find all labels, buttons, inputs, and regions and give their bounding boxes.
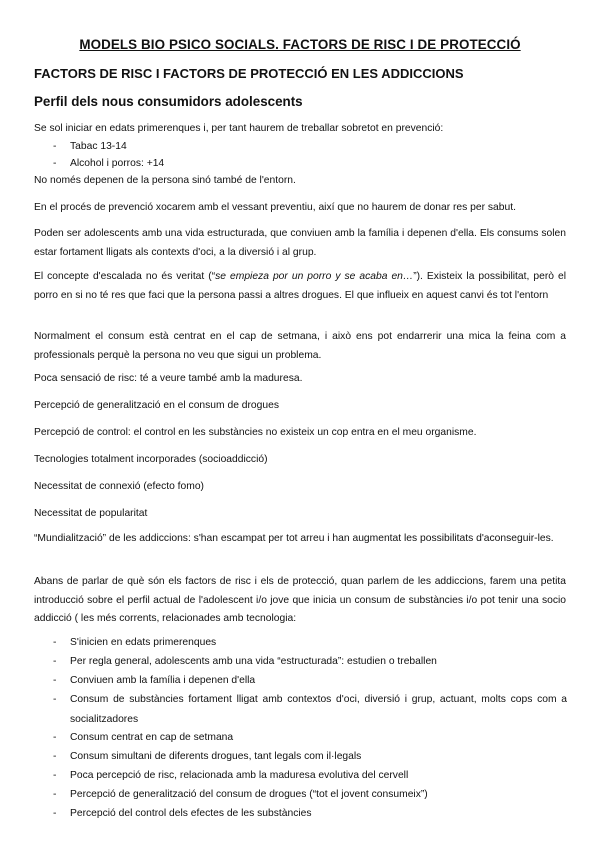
list-item-text: Percepció del control dels efectes de les substàncies	[70, 808, 312, 819]
document-title: MODELS BIO PSICO SOCIALS. FACTORS DE RISC I DE PROTECCIÓ	[79, 37, 521, 52]
list-item-text: Conviuen amb la família i depenen d'ella	[70, 675, 256, 686]
paragraph-popularity: Necessitat de popularitat	[34, 508, 148, 519]
list-item-text: Poca percepció de risc, relacionada amb la maduresa evolutiva del cervell	[70, 770, 409, 781]
list-item-text: Per regla general, adolescents amb una vida “estructurada”: estudien o treballen	[70, 656, 437, 667]
paragraph-introduction: Abans de parlar de què són els factors de risc i els de protecció, quan parlem de les addiccions, farem una petita introducció sobre el perfil actual de l'adolescent i/o jove que inicia un consum de substàncies i/o pot tenir una socio addicció ( les més corrents, relacionades amb tecnologia:	[34, 576, 566, 624]
paragraph-environment: No només depenen de la persona sinó també de l'entorn.	[34, 175, 296, 186]
paragraph-connection: Necessitat de connexió (efecto fomo)	[34, 481, 204, 492]
bullet-dash: -	[53, 637, 57, 648]
paragraph-structured-life: Poden ser adolescents amb una vida estructurada, que conviuen amb la família i depenen d'ella. Els consums solen estar fortament lligats als contexts d'oci, a la diversió i al grup.	[34, 228, 566, 258]
paragraph-start-age: Se sol iniciar en edats primerenques i, per tant haurem de treballar sobretot en prevenció:	[34, 123, 444, 134]
bullet-dash: -	[53, 158, 57, 169]
bullet-dash: -	[53, 656, 57, 667]
escalation-text-b: ”). Existeix la possibilitat, però el porro en si no té res que faci que la persona passi a altres drogues. El que influeix en aquest canvi és tot l'entorn	[34, 271, 567, 301]
paragraph-generalization: Percepció de generalització en el consum de drogues	[34, 400, 279, 411]
bullet-dash: -	[53, 751, 57, 762]
bullet-dash: -	[53, 694, 57, 705]
list-item-text: Consum de substàncies fortament lligat amb contextos d'oci, diversió i grup, actuant, molts cops com a socialitzadores	[70, 694, 567, 725]
list-item-text: Alcohol i porros: +14	[70, 158, 165, 169]
bullet-dash: -	[53, 770, 57, 781]
list-item-text: Consum simultani de diferents drogues, tant legals com il·legals	[70, 751, 362, 762]
paragraph-prevention: En el procés de prevenció xocarem amb el vessant preventiu, així que no haurem de donar res per sabut.	[34, 202, 516, 213]
paragraph-weekend: Normalment el consum està centrat en el cap de setmana, i això ens pot endarrerir una mica la feina com a professionals perquè la persona no veu que sigui un problema.	[34, 331, 566, 361]
paragraph-technology: Tecnologies totalment incorporades (socioaddicció)	[34, 454, 268, 465]
paragraph-control: Percepció de control: el control en les substàncies no existeix un cop entra en el meu organisme.	[34, 427, 477, 438]
paragraph-globalization: “Mundialització” de les addiccions: s'han escampat per tot arreu i han augmentat les possibilitats d'aconseguir-les.	[34, 533, 554, 544]
section-heading: FACTORS DE RISC I FACTORS DE PROTECCIÓ EN LES ADDICCIONS	[34, 66, 464, 81]
paragraph-escalation	[34, 268, 566, 305]
list-item-text: Consum centrat en cap de setmana	[70, 732, 234, 743]
list-item-text: S'inicien en edats primerenques	[70, 637, 217, 648]
bullet-dash: -	[53, 732, 57, 743]
bullet-dash: -	[53, 789, 57, 800]
list-item-text: Percepció de generalització del consum de drogues (“tot el jovent consumeix”)	[70, 789, 428, 800]
list-item-text: Tabac 13-14	[70, 141, 127, 152]
paragraph-risk: Poca sensació de risc: té a veure també amb la maduresa.	[34, 373, 303, 384]
escalation-text-a: El concepte d'escalada no és veritat (“	[34, 271, 216, 282]
bullet-dash: -	[53, 141, 57, 152]
bullet-dash: -	[53, 675, 57, 686]
subsection-heading: Perfil dels nous consumidors adolescents	[34, 94, 303, 109]
bullet-dash: -	[53, 808, 57, 819]
escalation-quote: se empieza por un porro y se acaba en…	[215, 271, 414, 282]
